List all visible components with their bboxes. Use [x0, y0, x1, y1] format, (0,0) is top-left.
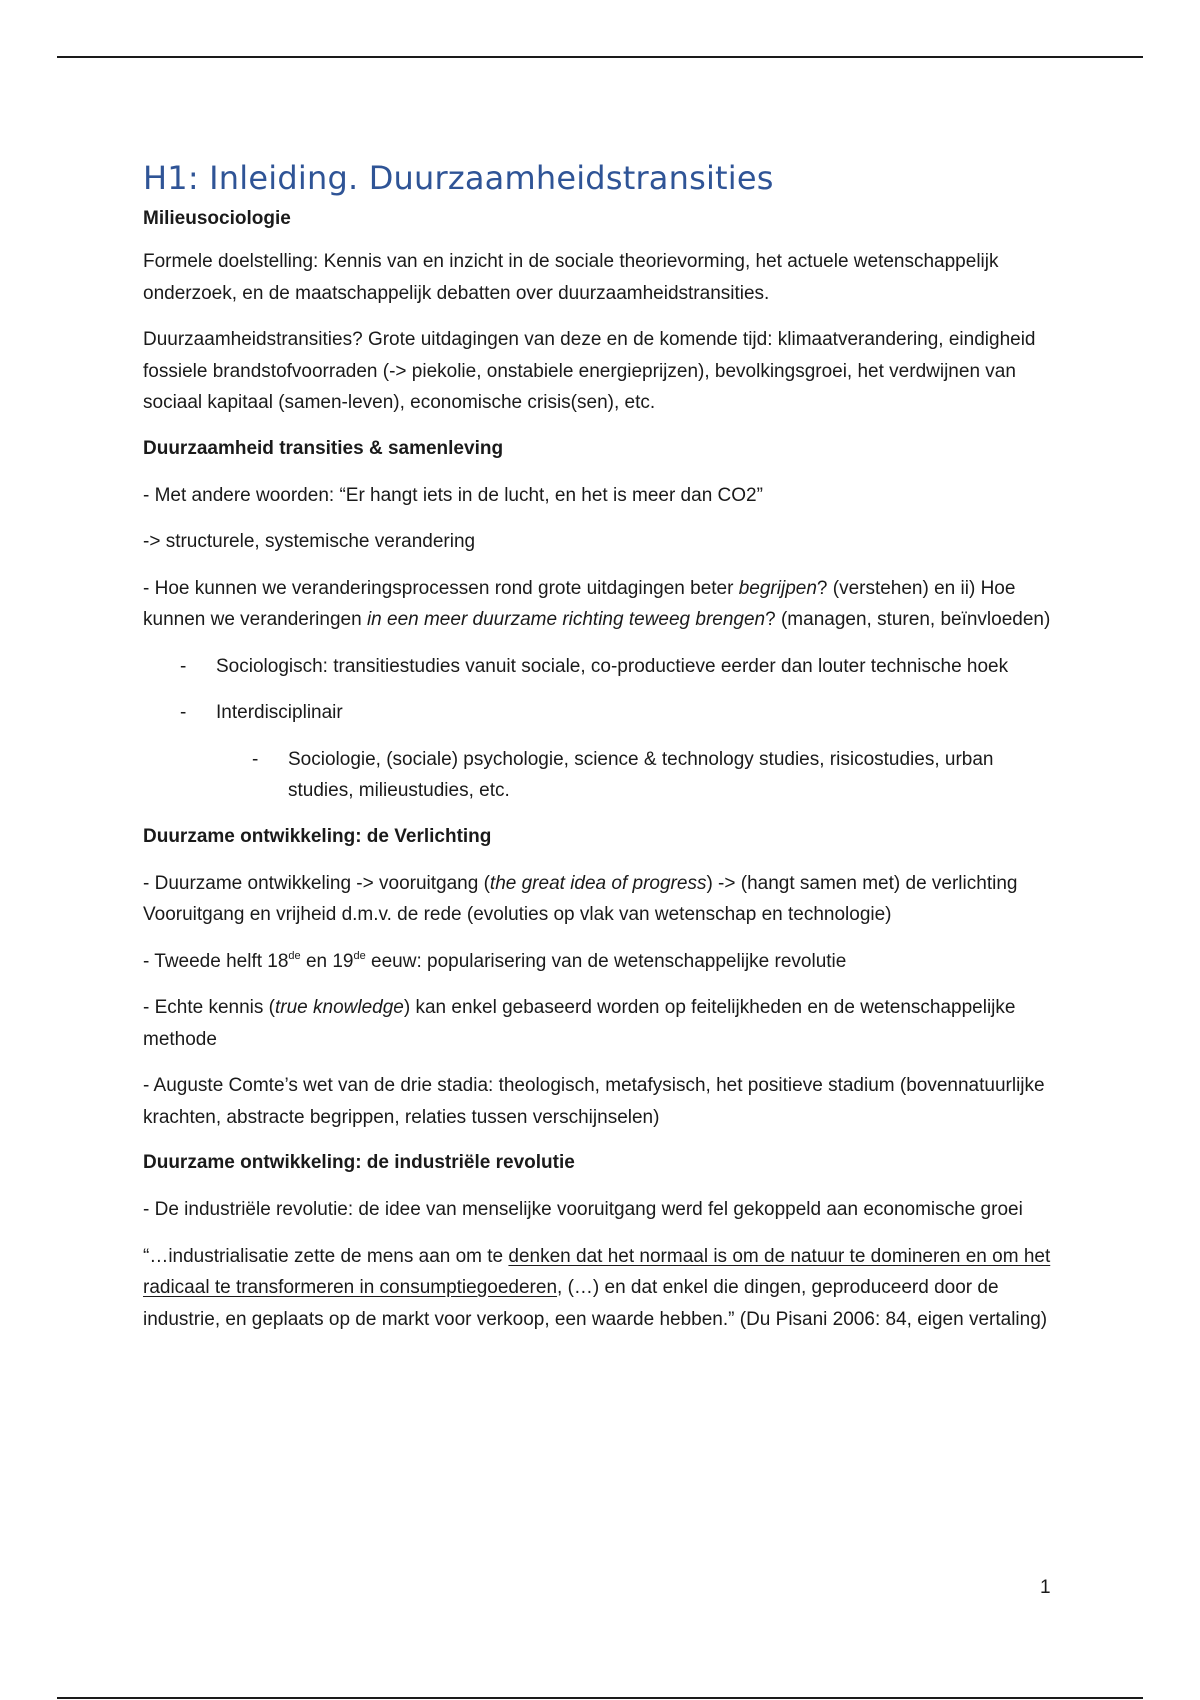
heading-milieusociologie: Milieusociologie	[143, 208, 291, 229]
quote-du-pisani: “…industrialisatie zette de mens aan om te denken dat het normaal is om de natuur te domineren en om het radicaal te transformeren in consumptiegoederen, (…) en dat enkel die dingen, geproduceerd door de industrie, en geplaats op de markt voor verkoop, een waarde hebben.” (Du Pisani 2006: 84, eigen vertaling)	[143, 1245, 1051, 1330]
heading-transities-samenleving: Duurzaamheid transities & samenleving	[143, 437, 504, 459]
list-item: - Interdisciplinair	[143, 697, 1063, 729]
paragraph-doelstelling: Formele doelstelling: Kennis van en inzicht in de sociale theorievorming, het actuele wetenschappelijk onderzoek, en de maatschappelijk debatten over duurzaamheidstransities.	[143, 251, 999, 304]
page-title: H1: Inleiding. Duurzaamheidstransities	[143, 159, 774, 197]
bullet-dash: -	[180, 655, 187, 677]
paragraph-industriele-revolutie: - De industriële revolutie: de idee van menselijke vooruitgang werd fel gekoppeld aan economische groei	[143, 1199, 1023, 1220]
paragraph-vooruitgang: - Duurzame ontwikkeling -> vooruitgang (the great idea of progress) -> (hangt samen met) de verlichting Vooruitgang en vrijheid d.m.v. de rede (evoluties op vlak van wetenschap en technologie)	[143, 872, 1018, 925]
bullet-dash: -	[180, 702, 187, 723]
paragraph-duurzaamheidstransities: Duurzaamheidstransities? Grote uitdagingen van deze en de komende tijd: klimaatverandering, eindigheid fossiele brandstofvoorraden (-> piekolie, onstabiele energieprijzen), bevolkingsgroei, het verdwijnen van sociaal kapitaal (samen-leven), economische crisis(sen), etc.	[143, 329, 1036, 413]
paragraph-structurele-verandering: -> structurele, systemische verandering	[143, 531, 476, 552]
list-item: - Sociologisch: transitiestudies vanuit sociale, co-productieve eerder dan louter technische hoek	[143, 651, 1063, 683]
paragraph-comte: - Auguste Comte’s wet van de drie stadia: theologisch, metafysisch, het positieve stadium (bovennatuurlijke krachten, abstracte begrippen, relaties tussen verschijnselen)	[143, 1075, 1045, 1128]
footer-rule	[57, 1697, 1143, 1699]
header-rule	[57, 56, 1143, 58]
heading-industriele-revolutie: Duurzame ontwikkeling: de industriële revolutie	[143, 1152, 575, 1173]
document-body	[143, 158, 1063, 1350]
heading-verlichting: Duurzame ontwikkeling: de Verlichting	[143, 825, 492, 847]
paragraph-tweede-helft: - Tweede helft 18de en 19de eeuw: popularisering van de wetenschappelijke revolutie	[143, 949, 847, 972]
page-number: 1	[1040, 1577, 1051, 1598]
bullet-dash: -	[252, 748, 259, 770]
list-item: - Sociologie, (sociale) psychologie, science & technology studies, risicostudies, urban studies, milieustudies, etc.	[143, 744, 1063, 807]
paragraph-andere-woorden: - Met andere woorden: “Er hangt iets in de lucht, en het is meer dan CO2”	[143, 484, 763, 506]
paragraph-echte-kennis: - Echte kennis (true knowledge) kan enkel gebaseerd worden op feitelijkheden en de wetenschappelijke methode	[143, 997, 1016, 1050]
paragraph-hoe-kunnen-we: - Hoe kunnen we veranderingsprocessen rond grote uitdagingen beter begrijpen? (verstehen) en ii) Hoe kunnen we veranderingen in een meer duurzame richting teweeg brengen? (managen, sturen, beïnvloeden)	[143, 577, 1051, 630]
